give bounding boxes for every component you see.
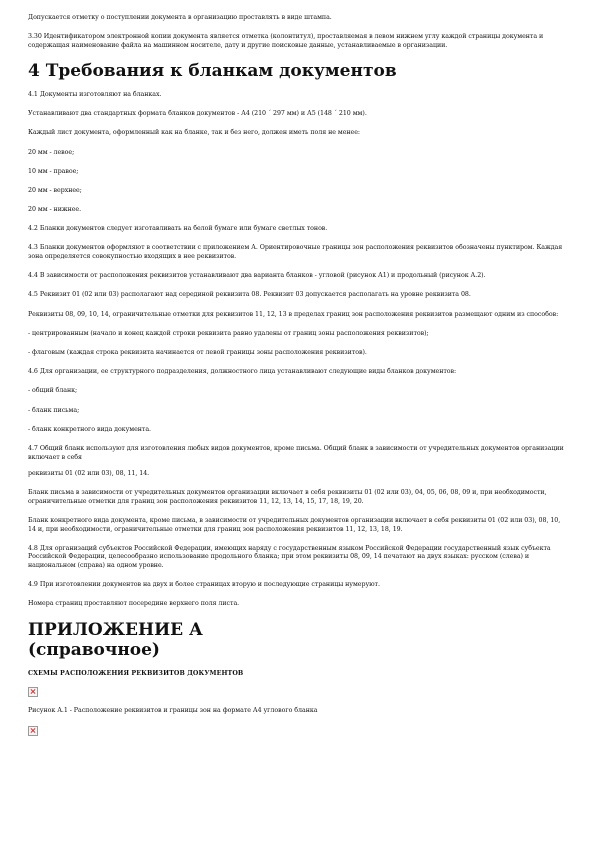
document-page (28, 14, 566, 746)
broken-image-icon (28, 687, 38, 697)
paragraph: 4.3 Бланки документов оформляют в соответствии с приложением А. Ориентировочные границы зон расположения реквизитов обозначены пунктиром. Каждая зона определяется совокупностью входящих в нее реквизитов. (28, 244, 563, 261)
paragraph: - общий бланк; (28, 387, 78, 395)
paragraph: 4.9 При изготовлении документов на двух и более страницах вторую и последующие страницы нумеруют. (28, 581, 380, 589)
broken-image-icon (28, 726, 38, 736)
paragraph: 4.6 Для организации, ее структурного подразделения, должностного лица устанавливают следующие виды бланков документов: (28, 368, 457, 376)
appendix-subtitle: СХЕМЫ РАСПОЛОЖЕНИЯ РЕКВИЗИТОВ ДОКУМЕНТОВ (28, 669, 244, 677)
paragraph: - бланк письма; (28, 406, 80, 414)
paragraph: Каждый лист документа, оформленный как на бланке, так и без него, должен иметь поля не менее: (28, 129, 360, 137)
paragraph: Бланк конкретного вида документа, кроме письма, в зависимости от учредительных документов организации включает в себя реквизиты 01 (02 или 03), 08, 10, 14 и, при необходимости, ограничительные отметки для границ зон расположения реквизитов 11, 12, 13, 18, 19. (28, 517, 561, 533)
paragraph: Реквизиты 08, 09, 10, 14, ограничительные отметки для реквизитов 11, 12, 13 в пределах границ зон расположения реквизитов размещают одним из способов: (28, 310, 559, 318)
paragraph: 4.8 Для организаций субъектов Российской Федерации, имеющих наряду с государственным языком Российской Федерации государственный язык субъекта Российской Федерации, целесообразно использование продольного бланка; при этом реквизиты 08, 09, 14 печатают на двух языках: русском (слева) и национальном (справа) на одном уровне. (28, 544, 551, 570)
paragraph: 4.5 Реквизит 01 (02 или 03) располагают над серединой реквизита 08. Реквизит 03 допускается располагать на уровне реквизита 08. (28, 291, 471, 299)
paragraph: 10 мм - правое; (28, 167, 79, 175)
paragraph: Номера страниц проставляют посередине верхнего поля листа. (28, 600, 240, 608)
appendix-title-line1: ПРИЛОЖЕНИЕ А (28, 619, 203, 640)
paragraph: 4.4 В зависимости от расположения реквизитов устанавливают два варианта бланков - угловой (рисунок А1) и продольный (рисунок А.2). (28, 272, 486, 280)
paragraph: 3.30 Идентификатором электронной копии документа является отметка (колонтитул), проставляемая в левом нижнем углу каждой страницы документа и содержащая наименование файла на машинном носителе, дату и другие поисковые данные, устанавливаемые в организации. (28, 33, 544, 49)
paragraph: Допускается отметку о поступлении документа в организацию проставлять в виде штампа. (28, 14, 332, 21)
paragraph: 4.2 Бланки документов следует изготавливать на белой бумаге или бумаге светлых тонов. (28, 225, 328, 233)
paragraph: 4.7 Общий бланк используют для изготовления любых видов документов, кроме письма. Общий бланк в зависимости от учредительных документов организации включает в себя (28, 444, 564, 461)
paragraph: Бланк письма в зависимости от учредительных документов организации включает в себя реквизиты 01 (02 или 03), 04, 05, 06, 08, 09 и, при необходимости, ограничительные отметки для границ зон расположения реквизитов 11, 12, 13, 14, 15, 17, 18, 19, 20. (28, 489, 547, 505)
appendix-title-line2: (справочное) (28, 639, 160, 660)
paragraph: - бланк конкретного вида документа. (28, 425, 151, 433)
section-heading: 4 Требования к бланкам документов (28, 60, 397, 81)
paragraph: 20 мм - нижнее. (28, 206, 82, 214)
figure-caption: Рисунок А.1 - Расположение реквизитов и границы зон на формате А4 углового бланка (28, 706, 318, 714)
paragraph: - флаговым (каждая строка реквизита начинается от левой границы зоны расположения реквизитов). (28, 349, 367, 356)
appendix-title (28, 620, 566, 660)
paragraph: 20 мм - левое; (28, 148, 75, 156)
paragraph: Устанавливают два стандартных формата бланков документов - А4 (210 ´ 297 мм) и А5 (148 ´ 210 мм). (28, 110, 367, 118)
paragraph: 4.1 Документы изготовляют на бланках. (28, 90, 162, 98)
paragraph: 20 мм - верхнее; (28, 186, 82, 194)
paragraph: реквизиты 01 (02 или 03), 08, 11, 14. (28, 470, 150, 478)
paragraph: - центрированным (начало и конец каждой строки реквизита равно удалены от границ зоны расположения реквизитов); (28, 329, 429, 337)
